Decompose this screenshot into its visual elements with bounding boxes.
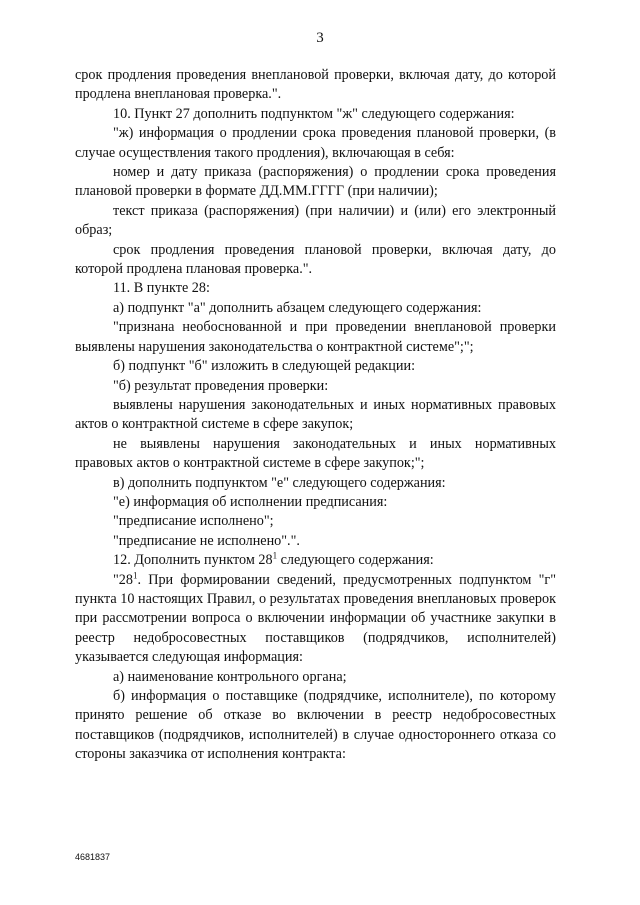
document-id: 4681837 [75, 852, 111, 862]
paragraph [75, 571, 556, 668]
paragraph: б) информация о поставщике (подрядчике, исполнителе), по которому принято решение об отказе во включении в реестр недобросовестных поставщиков (подрядчиков, исполнителей) в случае одностороннего отказа со стороны заказчика от исполнения контракта: [75, 688, 556, 763]
paragraph: б) подпункт "б" изложить в следующей редакции: [113, 358, 416, 375]
paragraph: 11. В пункте 28: [113, 280, 210, 297]
document-body [75, 66, 556, 765]
paragraph: "признана необоснованной и при проведении внеплановой проверки выявлены нарушения законодательства о контрактной системе";"; [75, 319, 556, 355]
paragraph: текст приказа (распоряжения) (при наличии) и (или) его электронный образ; [75, 202, 556, 239]
paragraph-text: 12. Дополнить пунктом 28 [113, 552, 273, 569]
paragraph: а) наименование контрольного органа; [113, 668, 347, 685]
paragraph-text: следующего содержания: [277, 552, 434, 569]
paragraph: номер и дату приказа (распоряжения) о продлении срока проведения плановой проверки в формате ДД.ММ.ГГГГ (при наличии); [75, 164, 556, 200]
paragraph: "предписание исполнено"; [113, 513, 274, 530]
superscript: 1 [132, 569, 138, 580]
paragraph: "ж) информация о продлении срока проведения плановой проверки, (в случае осуществления такого продления), включающая в себя: [75, 125, 556, 161]
paragraph: срок продления проведения плановой проверки, включая дату, до которой продлена плановая проверка.". [75, 241, 556, 278]
paragraph: "е) информация об исполнении предписания: [113, 493, 388, 510]
superscript: 1 [272, 550, 278, 561]
paragraph: а) подпункт "а" дополнить абзацем следующего содержания: [113, 299, 482, 316]
paragraph: в) дополнить подпунктом "е" следующего содержания: [113, 474, 446, 491]
paragraph: выявлены нарушения законодательных и иных нормативных правовых актов о контрактной системе в сфере закупок; [75, 396, 556, 433]
paragraph [75, 551, 556, 570]
paragraph: срок продления проведения внеплановой проверки, включая дату, до которой продлена внеплановая проверка.". [75, 67, 556, 103]
page-number: 3 [316, 30, 324, 46]
paragraph-text: . При формировании сведений, предусмотренных подпунктом "г" пункта 10 настоящих Правил, о результатах проведения внеплановых проверок при рассмотрении вопроса о включении информации об участнике закупки в реестр недобросовестных поставщиков (подрядчиков, исполнителей) указывается следующая информация: [75, 571, 556, 666]
paragraph-text: "28 [113, 571, 133, 588]
paragraph: "предписание не исполнено".". [113, 532, 300, 549]
paragraph: "б) результат проведения проверки: [113, 377, 329, 394]
paragraph: 10. Пункт 27 дополнить подпунктом "ж" следующего содержания: [113, 105, 515, 122]
paragraph: не выявлены нарушения законодательных и иных нормативных правовых актов о контрактной системе в сфере закупок;"; [75, 435, 556, 472]
